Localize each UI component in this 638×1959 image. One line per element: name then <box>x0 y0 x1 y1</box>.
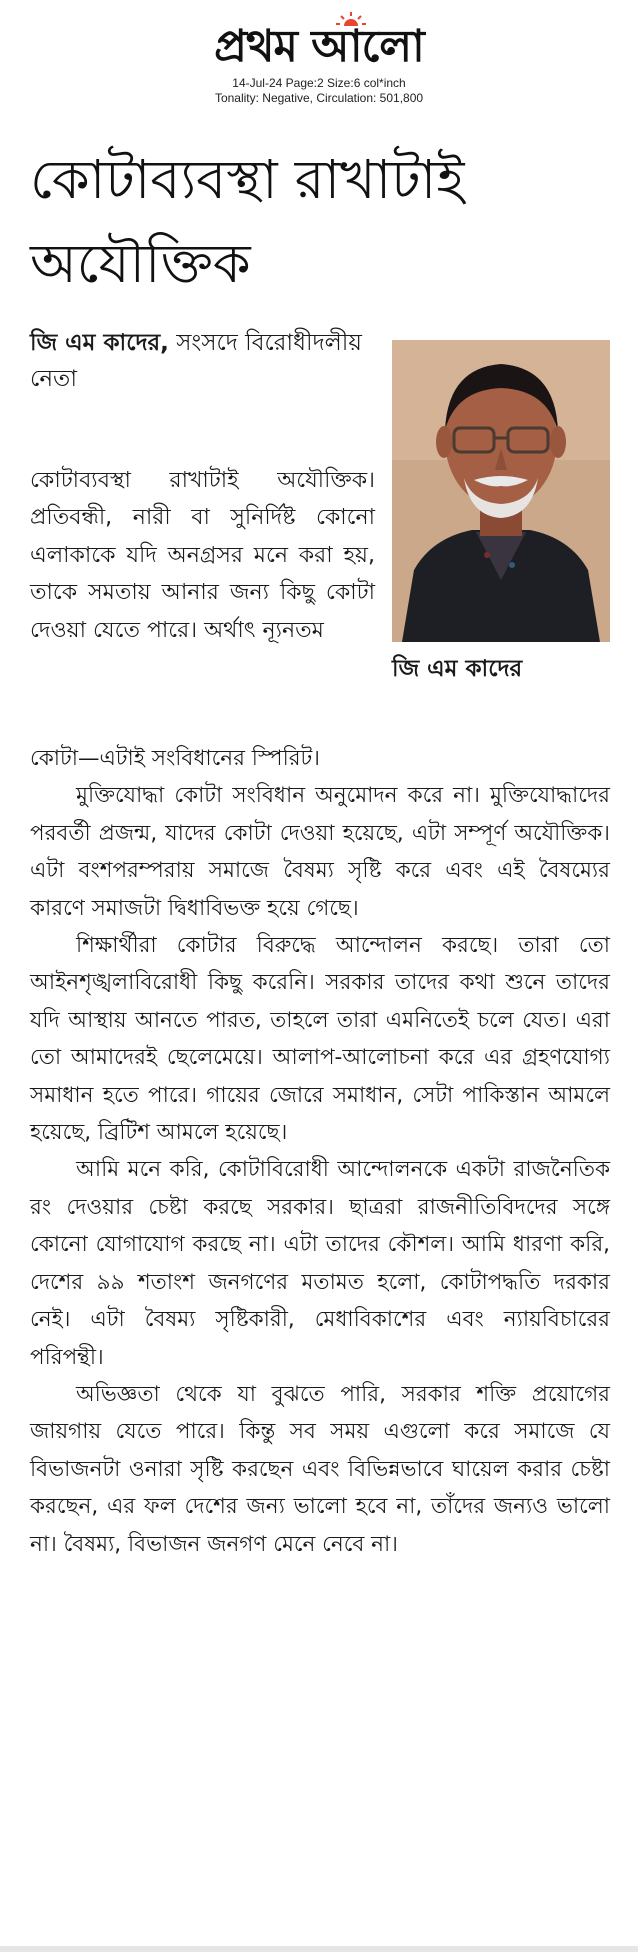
body-paragraph: আমি মনে করি, কোটাবিরোধী আন্দোলনকে একটা রাজনৈতিক রং দেওয়ার চেষ্টা করছে সরকার। ছাত্ররা রাজনীতিবিদদের সঙ্গে কোনো যোগাযোগ করছে না। এটা তাদের কৌশল। আমি ধারণা করি, দেশের ৯৯ শতাংশ জনগণের মতামত হলো, কোটাপদ্ধতি দরকার নেই। এটা বৈষম্য সৃষ্টিকারী, মেধাবিকাশের এবং ন্যায়বিচারের পরিপন্থী। <box>30 1157 610 1370</box>
body-paragraph: মুক্তিযোদ্ধা কোটা সংবিধান অনুমোদন করে না। মুক্তিযোদ্ধাদের পরবর্তী প্রজন্ম, যাদের কোটা দেওয়া হয়েছে, এটা সম্পূর্ণ অযৌক্তিক। এটা বংশপরম্পরায় সমাজে বৈষম্য সৃষ্টি করে এবং এই বৈষম্যের কারণে সমাজটা দ্বিধাবিভক্ত হয়ে গেছে। <box>30 783 610 921</box>
portrait-illustration <box>392 340 610 642</box>
clip-info-line-2: Tonality: Negative, Circulation: 501,800 <box>214 91 424 105</box>
body-paragraph: কোটা—এটাই সংবিধানের স্পিরিট। <box>30 746 320 771</box>
sun-icon <box>336 12 366 26</box>
body-paragraph: শিক্ষার্থীরা কোটার বিরুদ্ধে আন্দোলন করছে। তারা তো আইনশৃঙ্খলাবিরোধী কিছু করেনি। সরকার তাদের কথা শুনে তাদের যদি আস্থায় আনতে পারত, তাহলে তারা এমনিতেই চলে যেত। এরা তো আমাদেরই ছেলেমেয়ে। আলাপ-আলোচনা করে এর গ্রহণযোগ্য সমাধান হতে পারে। গায়ের জোরে সমাধান, সেটা পাকিস্তান আমলে হয়েছে, ব্রিটিশ আমলে হয়েছে। <box>30 933 610 1146</box>
lead-paragraph: কোটাব্যবস্থা রাখাটাই অযৌক্তিক। প্রতিবন্ধী, নারী বা সুনির্দিষ্ট কোনো এলাকাকে যদি অনগ্রসর মনে করা হয়, তাকে সমতায় আনার জন্য কিছু কোটা দেওয়া যেতে পারে। অর্থাৎ ন্যূনতম <box>30 468 375 643</box>
byline <box>30 325 375 397</box>
clip-info-line-1: 14-Jul-24 Page:2 Size:6 col*inch <box>232 76 406 90</box>
newspaper-logo <box>214 22 424 72</box>
photo-caption: জি এম কাদের <box>392 656 523 682</box>
bottom-divider <box>0 1946 638 1952</box>
headline-line-1: কোটাব্যবস্থা রাখাটাই <box>30 148 465 211</box>
byline-author: জি এম কাদের, <box>30 330 169 356</box>
logo-text: প্রথম আলো <box>214 21 424 72</box>
byline-role: সংসদে বিরোধীদলীয় নেতা <box>30 330 362 392</box>
article-body <box>30 740 610 1563</box>
body-paragraph: অভিজ্ঞতা থেকে যা বুঝতে পারি, সরকার শক্তি প্রয়োগের জায়গায় যেতে পারে। কিন্তু সব সময় এগুলো করে সমাজে যে বিভাজনটা ওনারা সৃষ্টি করছেন এবং বিভিন্নভাবে ঘায়েল করার চেষ্টা করছেন, এর ফল দেশের জন্য ভালো হবে না, তাঁদের জন্যও ভালো না। বৈষম্য, বিভাজন জনগণ মেনে নেবে না। <box>30 1381 610 1557</box>
masthead <box>0 0 638 108</box>
article-headline <box>30 138 620 306</box>
headline-line-2: অযৌক্তিক <box>30 232 251 295</box>
author-photo <box>392 340 610 642</box>
